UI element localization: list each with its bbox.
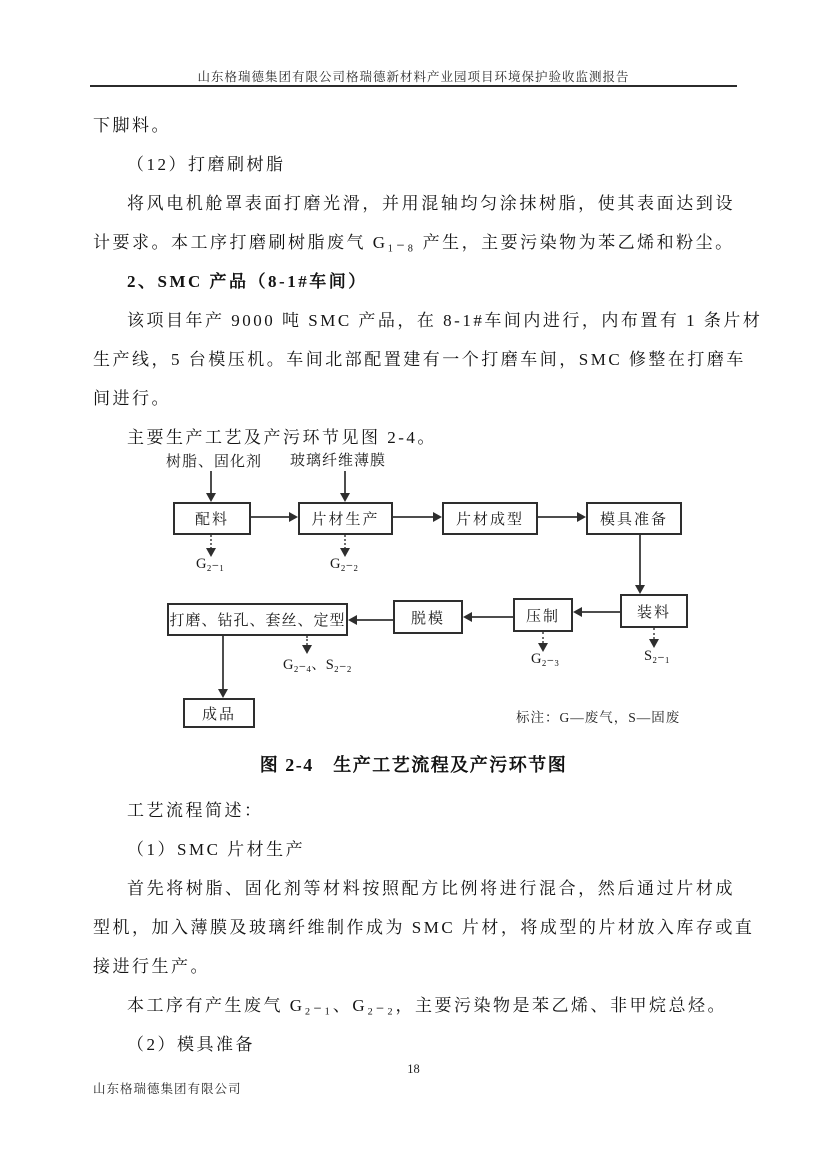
body-paragraphs-bottom xyxy=(93,791,755,1064)
box-finished-product: 成品 xyxy=(183,698,255,728)
page-number: 18 xyxy=(407,1062,420,1076)
arrow-left-icon xyxy=(573,607,582,617)
emission-arrow-line xyxy=(210,535,212,549)
emission-label-g2-2: G₂₋₂ xyxy=(330,556,359,572)
arrow-line xyxy=(639,535,641,586)
arrow-down-icon xyxy=(218,689,228,698)
input-label-resin: 树脂、固化剂 xyxy=(166,454,263,470)
arrow-down-icon xyxy=(206,493,216,502)
emission-label-g2-3: G₂₋₃ xyxy=(531,651,560,667)
emission-label-g2-4-s2-2: G₂₋₄、S₂₋₂ xyxy=(283,657,352,673)
paragraph-line: 间进行。 xyxy=(93,389,171,408)
emission-arrow-line xyxy=(306,636,308,645)
header-rule xyxy=(90,85,737,87)
input-label-glass-fiber-film: 玻璃纤维薄膜 xyxy=(290,453,387,469)
paragraph-line: 首先将树脂、固化剂等材料按照配方比例将进行混合，然后通过片材成 xyxy=(127,879,735,898)
box-demolding: 脱模 xyxy=(393,600,463,634)
body-paragraphs-top xyxy=(93,106,763,457)
arrow-down-icon xyxy=(635,585,645,594)
paragraph-line: 工艺流程简述： xyxy=(127,801,264,820)
box-batching: 配料 xyxy=(173,502,251,535)
paragraph-line: 型机，加入薄膜及玻璃纤维制作成为 SMC 片材，将成型的片材放入库存或直 xyxy=(93,918,755,937)
paragraph-line: （1）SMC 片材生产 xyxy=(127,840,306,859)
emission-arrow-line xyxy=(344,535,346,549)
arrow-line xyxy=(472,616,513,618)
figure-caption: 图 2-4 生产工艺流程及产污环节图 xyxy=(259,755,568,775)
arrow-line xyxy=(538,516,577,518)
arrow-left-icon xyxy=(348,615,357,625)
footer-company: 山东格瑞德集团有限公司 xyxy=(93,1082,242,1096)
arrow-right-icon xyxy=(577,512,586,522)
paragraph-line: 计要求。本工序打磨刷树脂废气 G₁₋₈ 产生，主要污染物为苯乙烯和粉尘。 xyxy=(93,233,735,252)
paragraph-line: 下脚料。 xyxy=(93,116,171,135)
box-pressing: 压制 xyxy=(513,598,573,632)
figure-legend: 标注：G—废气，S—固废 xyxy=(516,710,681,725)
arrow-line xyxy=(357,619,393,621)
paragraph-line: （2）模具准备 xyxy=(127,1035,255,1054)
arrow-line xyxy=(344,471,346,494)
arrow-line xyxy=(210,471,212,494)
arrow-left-icon xyxy=(463,612,472,622)
section-heading: 2、SMC 产品（8-1#车间） xyxy=(127,272,368,291)
box-sheet-production: 片材生产 xyxy=(298,502,393,535)
box-mold-preparation: 模具准备 xyxy=(586,502,682,535)
paragraph-line: （12）打磨刷树脂 xyxy=(127,155,286,174)
arrow-down-icon xyxy=(340,493,350,502)
header-title: 山东格瑞德集团有限公司格瑞德新材料产业园项目环境保护验收监测报告 xyxy=(197,70,630,84)
box-loading: 装料 xyxy=(620,594,688,628)
arrow-down-icon xyxy=(649,639,659,648)
box-finishing: 打磨、钻孔、套丝、定型 xyxy=(167,603,348,636)
arrow-right-icon xyxy=(289,512,298,522)
paragraph-line: 将风电机舱罩表面打磨光滑，并用混轴均匀涂抹树脂，使其表面达到设 xyxy=(127,194,735,213)
arrow-line xyxy=(582,611,620,613)
paragraph-line: 该项目年产 9000 吨 SMC 产品，在 8-1#车间内进行，内布置有 1 条片材 xyxy=(127,311,763,330)
emission-arrow-line xyxy=(653,628,655,639)
arrow-line xyxy=(393,516,433,518)
arrow-right-icon xyxy=(433,512,442,522)
paragraph-line: 生产线，5 台模压机。车间北部配置建有一个打磨车间，SMC 修整在打磨车 xyxy=(93,350,746,369)
arrow-line xyxy=(222,636,224,690)
arrow-line xyxy=(251,516,289,518)
box-sheet-forming: 片材成型 xyxy=(442,502,538,535)
paragraph-line: 主要生产工艺及产污环节见图 2-4。 xyxy=(127,428,437,447)
paragraph-line: 本工序有产生废气 G₂₋₁、G₂₋₂，主要污染物是苯乙烯、非甲烷总烃。 xyxy=(127,996,727,1015)
emission-arrow-line xyxy=(542,632,544,643)
emission-label-g2-1: G₂₋₁ xyxy=(196,556,225,572)
paragraph-line: 接进行生产。 xyxy=(93,957,210,976)
emission-label-s2-1: S₂₋₁ xyxy=(644,648,670,664)
